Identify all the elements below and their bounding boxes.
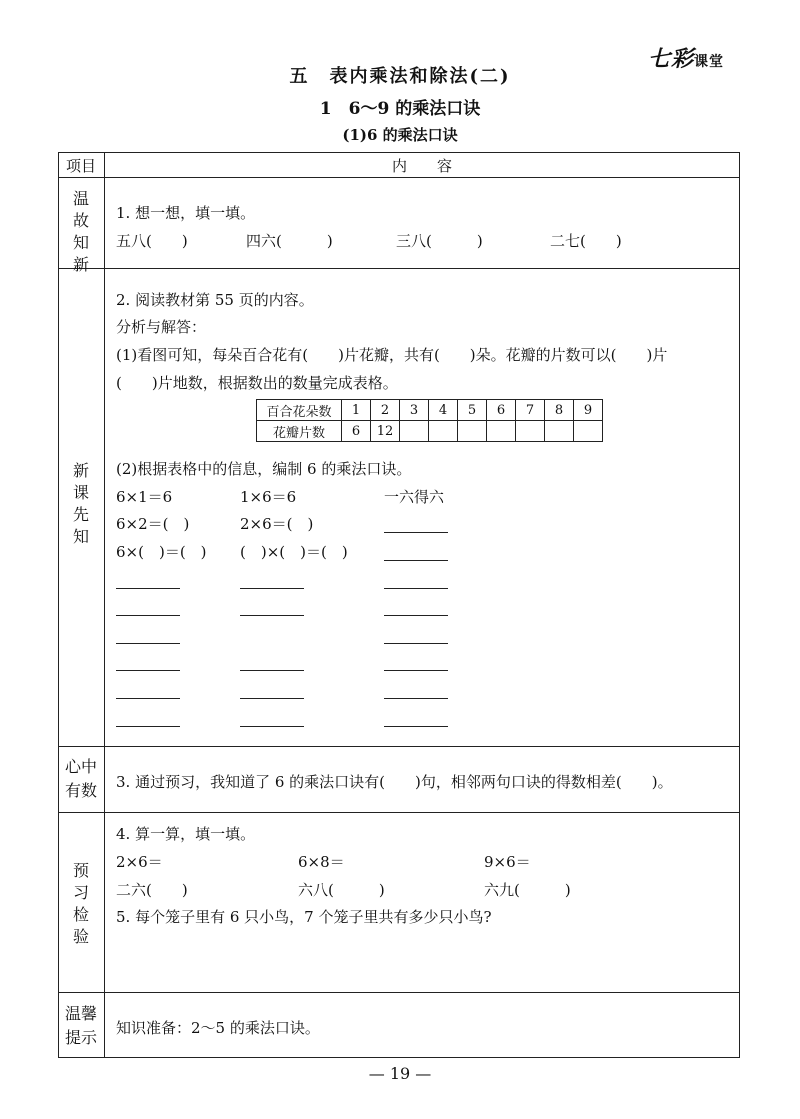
category-review [58, 180, 104, 276]
answer-blank[interactable] [240, 726, 304, 727]
answer-blank[interactable] [384, 643, 448, 644]
review-item-3[interactable]: 三八( ) [396, 232, 483, 250]
header-item: 项目 [65, 157, 96, 175]
calc-item-1[interactable]: 2×6＝ [116, 853, 163, 871]
analysis-label: 分析与解答： [116, 318, 207, 336]
tips-text: 知识准备：2～5 的乘法口诀。 [116, 1019, 320, 1037]
petal-count-cell[interactable] [545, 421, 574, 442]
row-divider [58, 177, 740, 178]
equation-right: 1×6＝6 [240, 488, 297, 506]
answer-blank[interactable] [116, 643, 180, 644]
flower-count-cell: 5 [458, 400, 487, 421]
page-number: — 19 — [368, 1064, 432, 1083]
petal-count-cell[interactable] [516, 421, 545, 442]
flower-count-cell: 8 [545, 400, 574, 421]
q4-title: 4. 算一算，填一填。 [116, 825, 256, 843]
q1-title: 1. 想一想，填一填。 [116, 204, 256, 222]
flower-count-cell: 7 [516, 400, 545, 421]
answer-blank[interactable] [240, 588, 304, 589]
answer-blank[interactable] [116, 726, 180, 727]
review-item-4[interactable]: 二七( ) [550, 232, 622, 250]
equation-right[interactable]: ( )×( )＝( ) [240, 543, 348, 561]
category-check [58, 860, 104, 948]
equation-right[interactable]: 2×6＝( ) [240, 515, 314, 533]
answer-blank[interactable] [240, 698, 304, 699]
review-item-2[interactable]: 四六( ) [246, 232, 333, 250]
column-divider [104, 152, 105, 1058]
petal-count-cell[interactable] [400, 421, 429, 442]
petal-count-cell[interactable] [458, 421, 487, 442]
part1-line1: (1)看图可知，每朵百合花有( )片花瓣，共有( )朵。花瓣的片数可以( )片 [116, 346, 668, 364]
answer-blank[interactable] [116, 615, 180, 616]
rhyme-blank[interactable] [384, 560, 448, 561]
unit-title: 五 表内乘法和除法(二) [289, 66, 511, 87]
answer-blank[interactable] [116, 670, 180, 671]
rhyme-text: 一六得六 [384, 488, 445, 506]
petal-table [256, 399, 603, 442]
fill-item-1[interactable]: 二六( ) [116, 881, 188, 899]
petal-count-cell[interactable] [429, 421, 458, 442]
category-review-label: 温故知新 [72, 189, 89, 274]
answer-blank[interactable] [384, 615, 448, 616]
petal-count-cell[interactable]: 12 [371, 421, 400, 442]
petal-table-row-petals [257, 421, 603, 442]
flower-count-cell: 9 [574, 400, 603, 421]
petal-count-cell[interactable] [487, 421, 516, 442]
section-title: (1)6 的乘法口诀 [342, 126, 458, 144]
category-summary-label: 心中有数 [64, 757, 97, 800]
flower-count-cell: 2 [371, 400, 400, 421]
row-label-flowers: 百合花朵数 [257, 400, 342, 421]
q2-title: 2. 阅读教材第 55 页的内容。 [116, 291, 314, 309]
category-preview-label: 新课先知 [72, 461, 89, 546]
header-content: 内 容 [391, 157, 452, 175]
answer-blank[interactable] [384, 698, 448, 699]
calc-item-2[interactable]: 6×8＝ [298, 853, 345, 871]
category-summary [58, 755, 104, 803]
row-divider [58, 268, 740, 269]
row-divider [58, 992, 740, 993]
equation-left[interactable]: 6×2＝( ) [116, 515, 190, 533]
category-tips-label: 温馨提示 [64, 1004, 97, 1047]
answer-blank[interactable] [240, 615, 304, 616]
row-divider [58, 812, 740, 813]
petal-table-row-flowers [257, 400, 603, 421]
fill-item-3[interactable]: 六九( ) [484, 881, 571, 899]
rhyme-blank[interactable] [384, 532, 448, 533]
answer-blank[interactable] [116, 588, 180, 589]
category-check-label: 预习检验 [72, 861, 89, 946]
fill-item-2[interactable]: 六八( ) [298, 881, 385, 899]
equation-left[interactable]: 6×( )＝( ) [116, 543, 207, 561]
row-divider [58, 746, 740, 747]
q3-text[interactable]: 3. 通过预习，我知道了 6 的乘法口诀有( )句，相邻两句口诀的得数相差( )。 [116, 773, 673, 791]
part2-title: (2)根据表格中的信息，编制 6 的乘法口诀。 [116, 460, 412, 478]
equation-left: 6×1＝6 [116, 488, 173, 506]
calc-item-3[interactable]: 9×6＝ [484, 853, 531, 871]
brand-logo-sub: 课堂 [694, 54, 725, 70]
answer-blank[interactable] [384, 726, 448, 727]
answer-blank[interactable] [240, 670, 304, 671]
brand-logo-main: 七彩 [648, 47, 695, 72]
lesson-title: 1 6～9 的乘法口诀 [319, 99, 481, 119]
answer-blank[interactable] [116, 698, 180, 699]
review-item-1[interactable]: 五八( ) [116, 232, 188, 250]
flower-count-cell: 3 [400, 400, 429, 421]
category-preview [58, 460, 104, 548]
flower-count-cell: 1 [342, 400, 371, 421]
answer-blank[interactable] [384, 670, 448, 671]
flower-count-cell: 4 [429, 400, 458, 421]
part1-line2: ( )片地数，根据数出的数量完成表格。 [116, 374, 398, 392]
q5-text: 5. 每个笼子里有 6 只小鸟，7 个笼子里共有多少只小鸟? [116, 908, 492, 926]
flower-count-cell: 6 [487, 400, 516, 421]
answer-blank[interactable] [384, 588, 448, 589]
row-label-petals: 花瓣片数 [257, 421, 342, 442]
petal-count-cell[interactable] [574, 421, 603, 442]
category-tips [58, 1002, 104, 1050]
petal-count-cell[interactable]: 6 [342, 421, 371, 442]
